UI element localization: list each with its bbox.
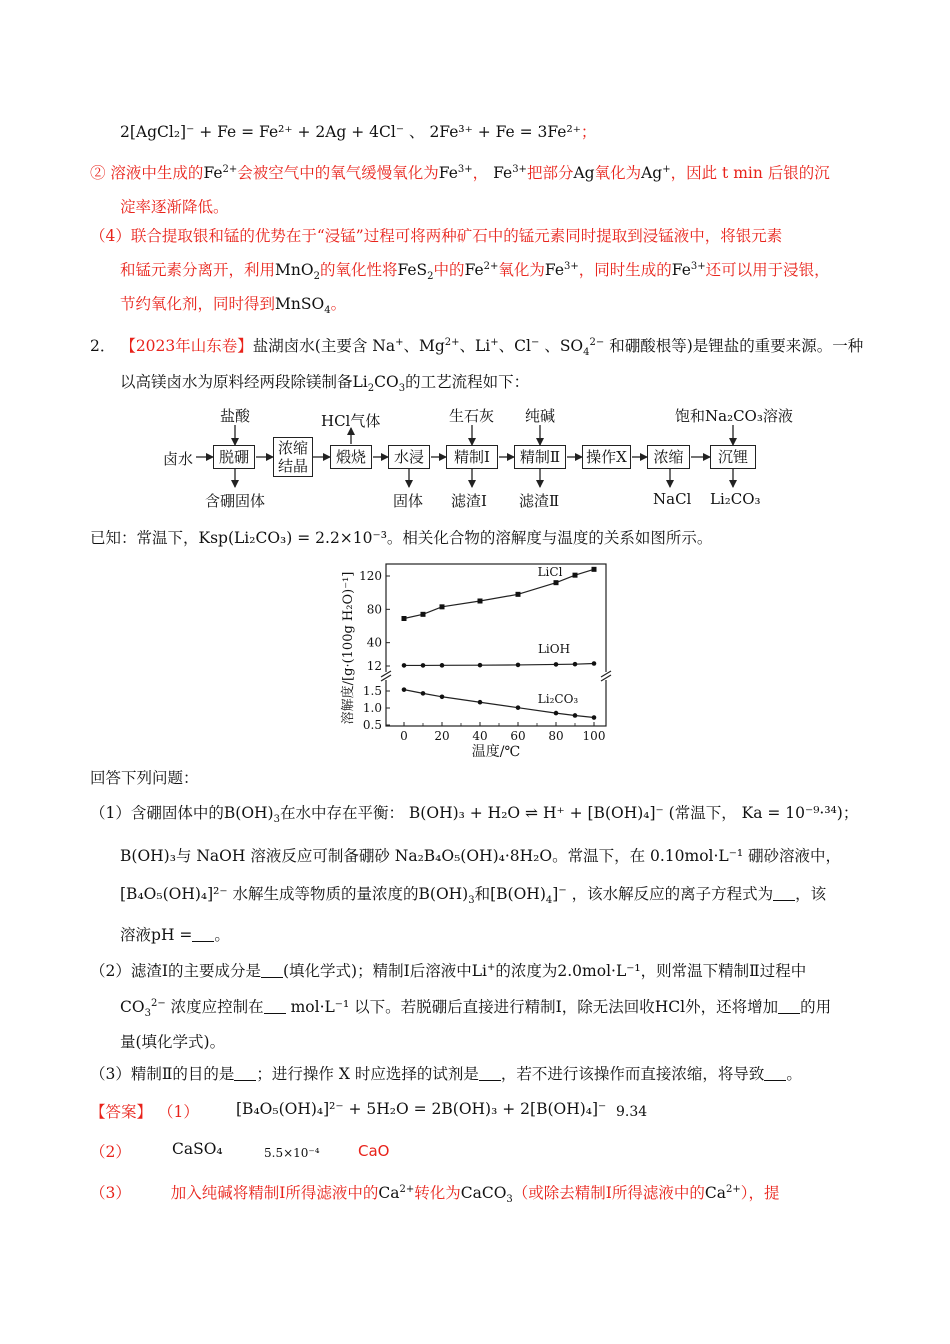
text: 。常温下，在 0.10mol·L⁻¹ 硼砂溶液中，	[552, 847, 842, 865]
sub1-line4	[120, 925, 230, 945]
text: 溶液	[120, 926, 152, 944]
q2-line1: 2． 【2023年山东卷】盐湖卤水(主要含 Na+、$Mg^{2+}$、Li+、Cl− 、$SO_4^{2-}$ 和硼酸根等)是锂盐的重要来源。一种	[90, 336, 864, 359]
answer-blank[interactable]	[261, 963, 283, 978]
step-concentrate: 浓缩	[647, 445, 690, 469]
answer-blank[interactable]	[192, 927, 214, 942]
text: ，同时生成的	[578, 261, 672, 279]
answer-blank[interactable]	[479, 1066, 501, 1081]
step-refine-2: 精制Ⅱ	[514, 445, 566, 469]
sub3-line	[90, 1064, 802, 1084]
text: 的氧化性将	[319, 261, 398, 279]
data-point	[421, 663, 426, 668]
text: 的工艺流程如下：	[405, 373, 530, 391]
text: mol·L⁻¹ 以下。若脱硼后直接进行精制Ⅰ，除无法回收HCl外，还将增加	[290, 998, 779, 1016]
text: ，若不进行该操作而直接浓缩，将导致	[500, 1065, 765, 1083]
y-tick-label: 40	[366, 635, 382, 650]
separator: 、	[408, 123, 425, 141]
text: （2）滤渣Ⅰ的主要成分是	[90, 962, 261, 980]
text: ，该	[795, 885, 827, 903]
text: 加入纯碱将精制Ⅰ所得滤液中的	[170, 1184, 379, 1202]
data-point	[478, 700, 483, 705]
sub2-line1: （2）滤渣Ⅰ的主要成分是 (填化学式)；精制Ⅰ后溶液中Li+的浓度为2.0mol·L⁻¹，则常温下精制Ⅱ过程中	[90, 961, 807, 980]
out-boron-solid: 含硼固体	[205, 492, 266, 510]
q2-line2: 以高镁卤水为原料经两段除镁制备$Li_2CO_3$的工艺流程如下：	[120, 373, 530, 395]
data-point	[554, 580, 559, 585]
out-nacl: NaCl	[653, 490, 692, 508]
sub1-line1: （1）含硼固体中的$B(OH)_3$在水中存在平衡： B(OH)₃ + H₂O ⇌ H⁺ + [B(OH)₄]⁻ (常温下， Ka = 10⁻⁹·³⁴)；	[90, 804, 859, 826]
reagent-quicklime: 生石灰	[449, 407, 495, 425]
question-number: 2．	[90, 337, 116, 355]
reagent-hcl: 盐酸	[220, 407, 251, 425]
data-point	[440, 604, 445, 609]
y-tick-label: 12	[366, 659, 382, 673]
text: ，	[472, 164, 489, 182]
answer-blank[interactable]	[773, 886, 795, 901]
ksp-value: Ksp(Li₂CO₃) = 2.2×10⁻³	[198, 529, 387, 547]
answer-2-conc: 5.5×10⁻⁴	[264, 1146, 320, 1160]
answer-1-number: （1）	[158, 1103, 199, 1121]
data-point	[516, 705, 521, 710]
ask-line: 回答下列问题：	[90, 769, 199, 787]
equation-agcl2: 2[AgCl₂]⁻ + Fe = Fe²⁺ + 2Ag + 4Cl⁻	[120, 123, 405, 141]
text: 还可以用于浸银，	[705, 261, 830, 279]
text: （3）	[90, 1184, 131, 1202]
answer-1-equation: [B₄O₅(OH)₄]²⁻ + 5H₂O = 2B(OH)₃ + 2[B(OH)₄]⁻	[236, 1100, 607, 1118]
equation-fe3: 2Fe³⁺ + Fe = 3Fe²⁺	[429, 123, 581, 141]
step-refine-1: 精制Ⅰ	[446, 445, 498, 469]
text: 氧化为	[498, 261, 545, 279]
borax-formula: Na₂B₄O₅(OH)₄·8H₂O	[394, 847, 553, 865]
text: 水解生成等物质的量浓度的	[232, 885, 419, 903]
data-point	[440, 663, 445, 668]
y-tick-label: 0.5	[362, 718, 382, 732]
answer-blank[interactable]	[234, 1066, 256, 1081]
text: 中的	[433, 261, 465, 279]
step-water-leach: 水浸	[388, 445, 430, 469]
answer-2-number: （2）	[90, 1143, 131, 1161]
known-line	[90, 528, 712, 548]
answer-1-ph: 9.34	[616, 1104, 648, 1120]
data-point	[573, 713, 578, 718]
x-axis-label: 温度/℃	[471, 744, 521, 760]
data-point	[573, 662, 578, 667]
sub1-line2	[120, 846, 841, 866]
text: （或除去精制Ⅰ所得滤液中的	[512, 1184, 705, 1202]
solubility-chart	[332, 558, 632, 764]
text: B(OH)₃	[120, 847, 176, 865]
text: (填化学式)；精制Ⅰ后溶液中	[283, 962, 472, 980]
semicolon: ；	[580, 123, 597, 141]
text: 节约氧化剂，同时得到	[120, 295, 276, 313]
data-point	[554, 662, 559, 667]
text: X	[338, 1065, 350, 1083]
text: ，该水解反应的离子方程式为	[571, 885, 774, 903]
text: 。	[330, 295, 347, 313]
point2-line1: ② 溶液中生成的$Fe^{2+}$会被空气中的氧气缓慢氧化为$Fe^{3+}$， $Fe^{3+}$把部分Ag氧化为Ag+，因此 t min 后银的沉	[90, 163, 830, 182]
answer-blank[interactable]	[778, 999, 800, 1014]
boric-acid-equilibrium: B(OH)₃ + H₂O ⇌ H⁺ + [B(OH)₄]⁻	[408, 804, 664, 822]
ka-value: Ka = 10⁻⁹·³⁴	[741, 804, 837, 822]
data-point	[592, 661, 597, 666]
out-residue-2: 滤渣Ⅱ	[519, 492, 560, 510]
question-source: 【2023年山东卷】	[120, 337, 253, 355]
point4-line3: 节约氧化剂，同时得到MnSO$_4$。	[120, 295, 347, 317]
answer-2-cao: CaO	[358, 1142, 390, 1160]
sub2-line2: $CO_3^{2-}$ 浓度应控制在 mol·L⁻¹ 以下。若脱硼后直接进行精制Ⅰ，除无法回收HCl外，还将增加 的用	[120, 997, 832, 1020]
x-tick-label: 0	[400, 729, 408, 743]
answer-blank[interactable]	[764, 1066, 786, 1081]
out-residue-1: 滤渣Ⅰ	[451, 492, 487, 510]
text: 与 NaOH 溶液反应可制备硼砂	[175, 847, 390, 865]
point4-line1: （4）联合提取银和锰的优势在于“浸锰”过程可将两种矿石中的锰元素同时提取到浸锰液中，将银元素	[90, 227, 783, 245]
y-tick-label: 80	[366, 602, 382, 617]
gas-hcl-out: HCl气体	[321, 412, 381, 430]
data-point	[592, 715, 597, 720]
sub1-line3: [B₄O₅(OH)₄]²⁻ 水解生成等物质的量浓度的$B(OH)_3$和$[B(OH)_4]^-$ ，该水解反应的离子方程式为 ，该	[120, 884, 827, 907]
step-deboron: 脱硼	[213, 445, 255, 469]
text: [B₄O₅(OH)₄]²⁻	[120, 885, 228, 903]
point2-line2: 淀率逐渐降低。	[120, 198, 229, 216]
reagent-na2co3: 饱和Na₂CO₃溶液	[675, 407, 793, 425]
sub2-line3: 量(填化学式)。	[120, 1033, 226, 1051]
text: (常温下，	[668, 804, 737, 822]
y-axis-label: 溶解度/[g·(100g H₂O)⁻¹]	[341, 571, 356, 725]
text: 已知：常温下，	[90, 529, 199, 547]
x-tick-label: 60	[510, 729, 526, 743]
text: 和硼酸根等)是锂盐的重要来源。一种	[609, 337, 864, 355]
series-label: LiOH	[537, 642, 571, 656]
x-tick-label: 20	[434, 729, 450, 743]
step-operation-x: 操作X	[582, 445, 631, 469]
y-tick-label: 120	[359, 569, 382, 583]
text: 。	[786, 1065, 802, 1083]
text: 氧化为	[594, 164, 642, 182]
text: 和	[474, 885, 491, 903]
text: 以高镁卤水为原料经两段除镁制备	[120, 373, 353, 391]
text: 浓度应控制在	[170, 998, 264, 1016]
answer-3-line: （3） 加入纯碱将精制Ⅰ所得滤液中的$Ca^{2+}$转化为CaCO$_3$（或除去精制Ⅰ所得滤液中的$Ca^{2+}$），提	[90, 1183, 780, 1206]
text: 和锰元素分离开，利用	[120, 261, 276, 279]
data-point	[440, 694, 445, 699]
data-point	[573, 573, 578, 578]
text: 时应选择的试剂是	[354, 1065, 479, 1083]
text: 的浓度为	[495, 962, 558, 980]
text: 。	[214, 926, 230, 944]
x-tick-label: 100	[582, 729, 606, 743]
text: 转化为	[414, 1184, 461, 1202]
series-line-1	[404, 664, 594, 666]
data-point	[554, 711, 559, 716]
step-calcine: 煅烧	[330, 445, 372, 469]
point4-line2: 和锰元素分离开，利用MnO$_2$的氧化性将FeS$_2$中的$Fe^{2+}$氧化为$Fe^{3+}$，同时生成的$Fe^{3+}$还可以用于浸银，	[120, 260, 830, 283]
text: 在水中存在平衡：	[279, 804, 404, 822]
reagent-soda: 纯碱	[525, 407, 556, 425]
data-point	[478, 663, 483, 668]
flow-input: 卤水	[163, 450, 194, 468]
data-point	[478, 599, 483, 604]
series-label: Li₂CO₃	[537, 692, 579, 706]
text: 会被空气中的氧气缓慢氧化为	[237, 164, 439, 182]
top-equation-line	[120, 122, 596, 142]
text: （3）精制Ⅱ的目的是	[90, 1065, 235, 1083]
answer-label: 【答案】	[90, 1103, 153, 1121]
text: 盐湖卤水(主要含	[252, 337, 368, 355]
y-tick-label: 1.0	[362, 701, 382, 715]
text: ；进行操作	[256, 1065, 334, 1083]
text: ② 溶液中生成的	[90, 164, 204, 182]
data-point	[402, 687, 407, 692]
text: 的用	[800, 998, 832, 1016]
answer-2-caso4: CaSO₄	[172, 1140, 223, 1158]
text: （1）含硼固体中的	[90, 804, 224, 822]
text: ，则常温下精制Ⅱ过程中	[640, 962, 807, 980]
x-tick-label: 80	[548, 729, 564, 743]
data-point	[421, 612, 426, 617]
y-tick-label: 1.5	[362, 684, 382, 698]
text: )；	[836, 804, 859, 822]
data-point	[421, 691, 426, 696]
text: 把部分	[526, 164, 574, 182]
series-line-0	[404, 569, 594, 618]
li-concentration: 2.0mol·L⁻¹	[557, 962, 641, 980]
step-concentrate-crystallize: 浓缩 结晶	[273, 437, 313, 477]
step-precipitate-li: 沉锂	[710, 445, 756, 469]
text: ），提	[740, 1184, 780, 1202]
out-solid: 固体	[393, 492, 424, 510]
text: pH =	[151, 926, 193, 944]
data-point	[592, 567, 597, 572]
data-point	[402, 616, 407, 621]
out-li2co3: Li₂CO₃	[710, 490, 761, 508]
data-point	[516, 592, 521, 597]
text: ，因此 t min 后银的沉	[670, 164, 830, 182]
text: 。相关化合物的溶解度与温度的关系如图所示。	[386, 529, 713, 547]
data-point	[402, 663, 407, 668]
data-point	[516, 663, 521, 668]
x-tick-label: 40	[472, 729, 488, 743]
answer-blank[interactable]	[264, 999, 286, 1014]
series-label: LiCl	[537, 565, 563, 579]
